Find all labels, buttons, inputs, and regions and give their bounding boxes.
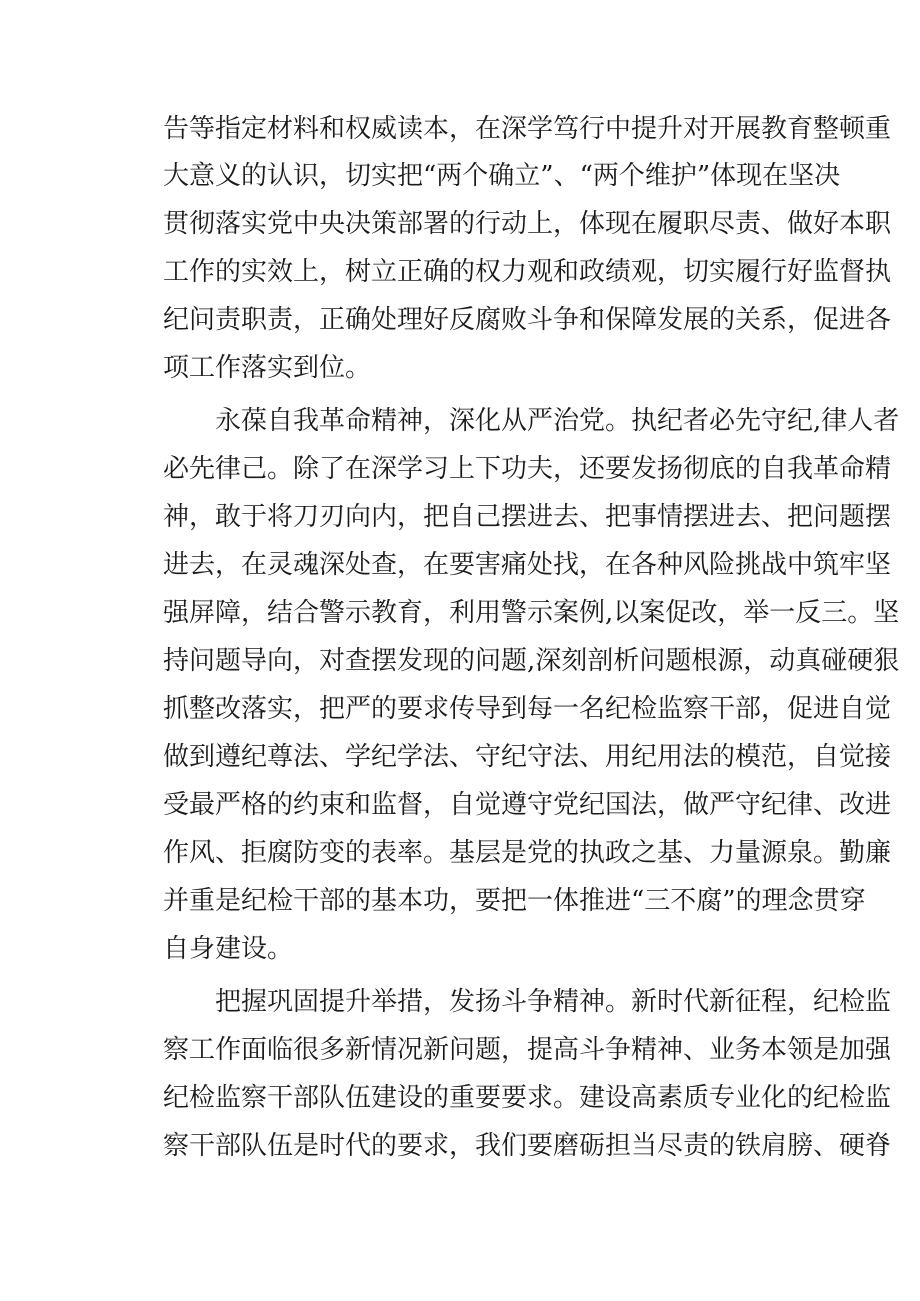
text-line: 持问题导向，对查摆发现的问题,深刻剖析问题根源，动真碰硬狠 xyxy=(163,646,900,676)
paragraph-first-line: 永葆自我革命精神，深化从严治党。执纪者必先守纪,律人者 xyxy=(215,406,900,436)
text-line: 神，敢于将刀刃向内，把自己摆进去、把事情摆进去、把问题摆 xyxy=(163,502,892,532)
text-line: 纪检监察干部队伍建设的重要要求。建设高素质专业化的纪检监 xyxy=(163,1083,892,1113)
paragraph-first-line: 把握巩固提升举措，发扬斗争精神。新时代新征程，纪检监 xyxy=(215,987,892,1017)
text-line: 受最严格的约束和监督，自觉遵守党纪国法，做严守纪律、改进 xyxy=(163,790,892,820)
text-line: 工作的实效上，树立正确的权力观和政绩观，切实履行好监督执 xyxy=(163,257,892,287)
text-line: 并重是纪检干部的基本功，要把一体推进“三不腐”的理念贯穿 xyxy=(163,886,866,916)
text-line: 强屏障，结合警示教育，利用警示案例,以案促改，举一反三。坚 xyxy=(163,598,900,628)
text-line: 告等指定材料和权威读本，在深学笃行中提升对开展教育整顿重 xyxy=(163,114,892,144)
text-line: 必先律己。除了在深学习上下功夫，还要发扬彻底的自我革命精 xyxy=(163,454,892,484)
text-line: 项工作落实到位。 xyxy=(163,353,372,383)
text-line: 抓整改落实，把严的要求传导到每一名纪检监察干部，促进自觉 xyxy=(163,694,892,724)
text-line: 贯彻落实党中央决策部署的行动上，体现在履职尽责、做好本职 xyxy=(163,209,892,239)
text-line: 纪问责职责，正确处理好反腐败斗争和保障发展的关系，促进各 xyxy=(163,305,892,335)
text-line: 大意义的认识，切实把“两个确立”、“两个维护”体现在坚决 xyxy=(163,161,841,191)
text-line: 作风、拒腐防变的表率。基层是党的执政之基、力量源泉。勤廉 xyxy=(163,838,892,868)
text-line: 察工作面临很多新情况新问题，提高斗争精神、业务本领是加强 xyxy=(163,1035,892,1065)
text-line: 做到遵纪尊法、学纪学法、守纪守法、用纪用法的模范，自觉接 xyxy=(163,742,892,772)
text-line: 进去，在灵魂深处查，在要害痛处找，在各种风险挑战中筑牢坚 xyxy=(163,550,892,580)
text-line: 察干部队伍是时代的要求，我们要磨砺担当尽责的铁肩膀、硬脊 xyxy=(163,1131,892,1161)
text-line: 自身建设。 xyxy=(163,934,294,964)
